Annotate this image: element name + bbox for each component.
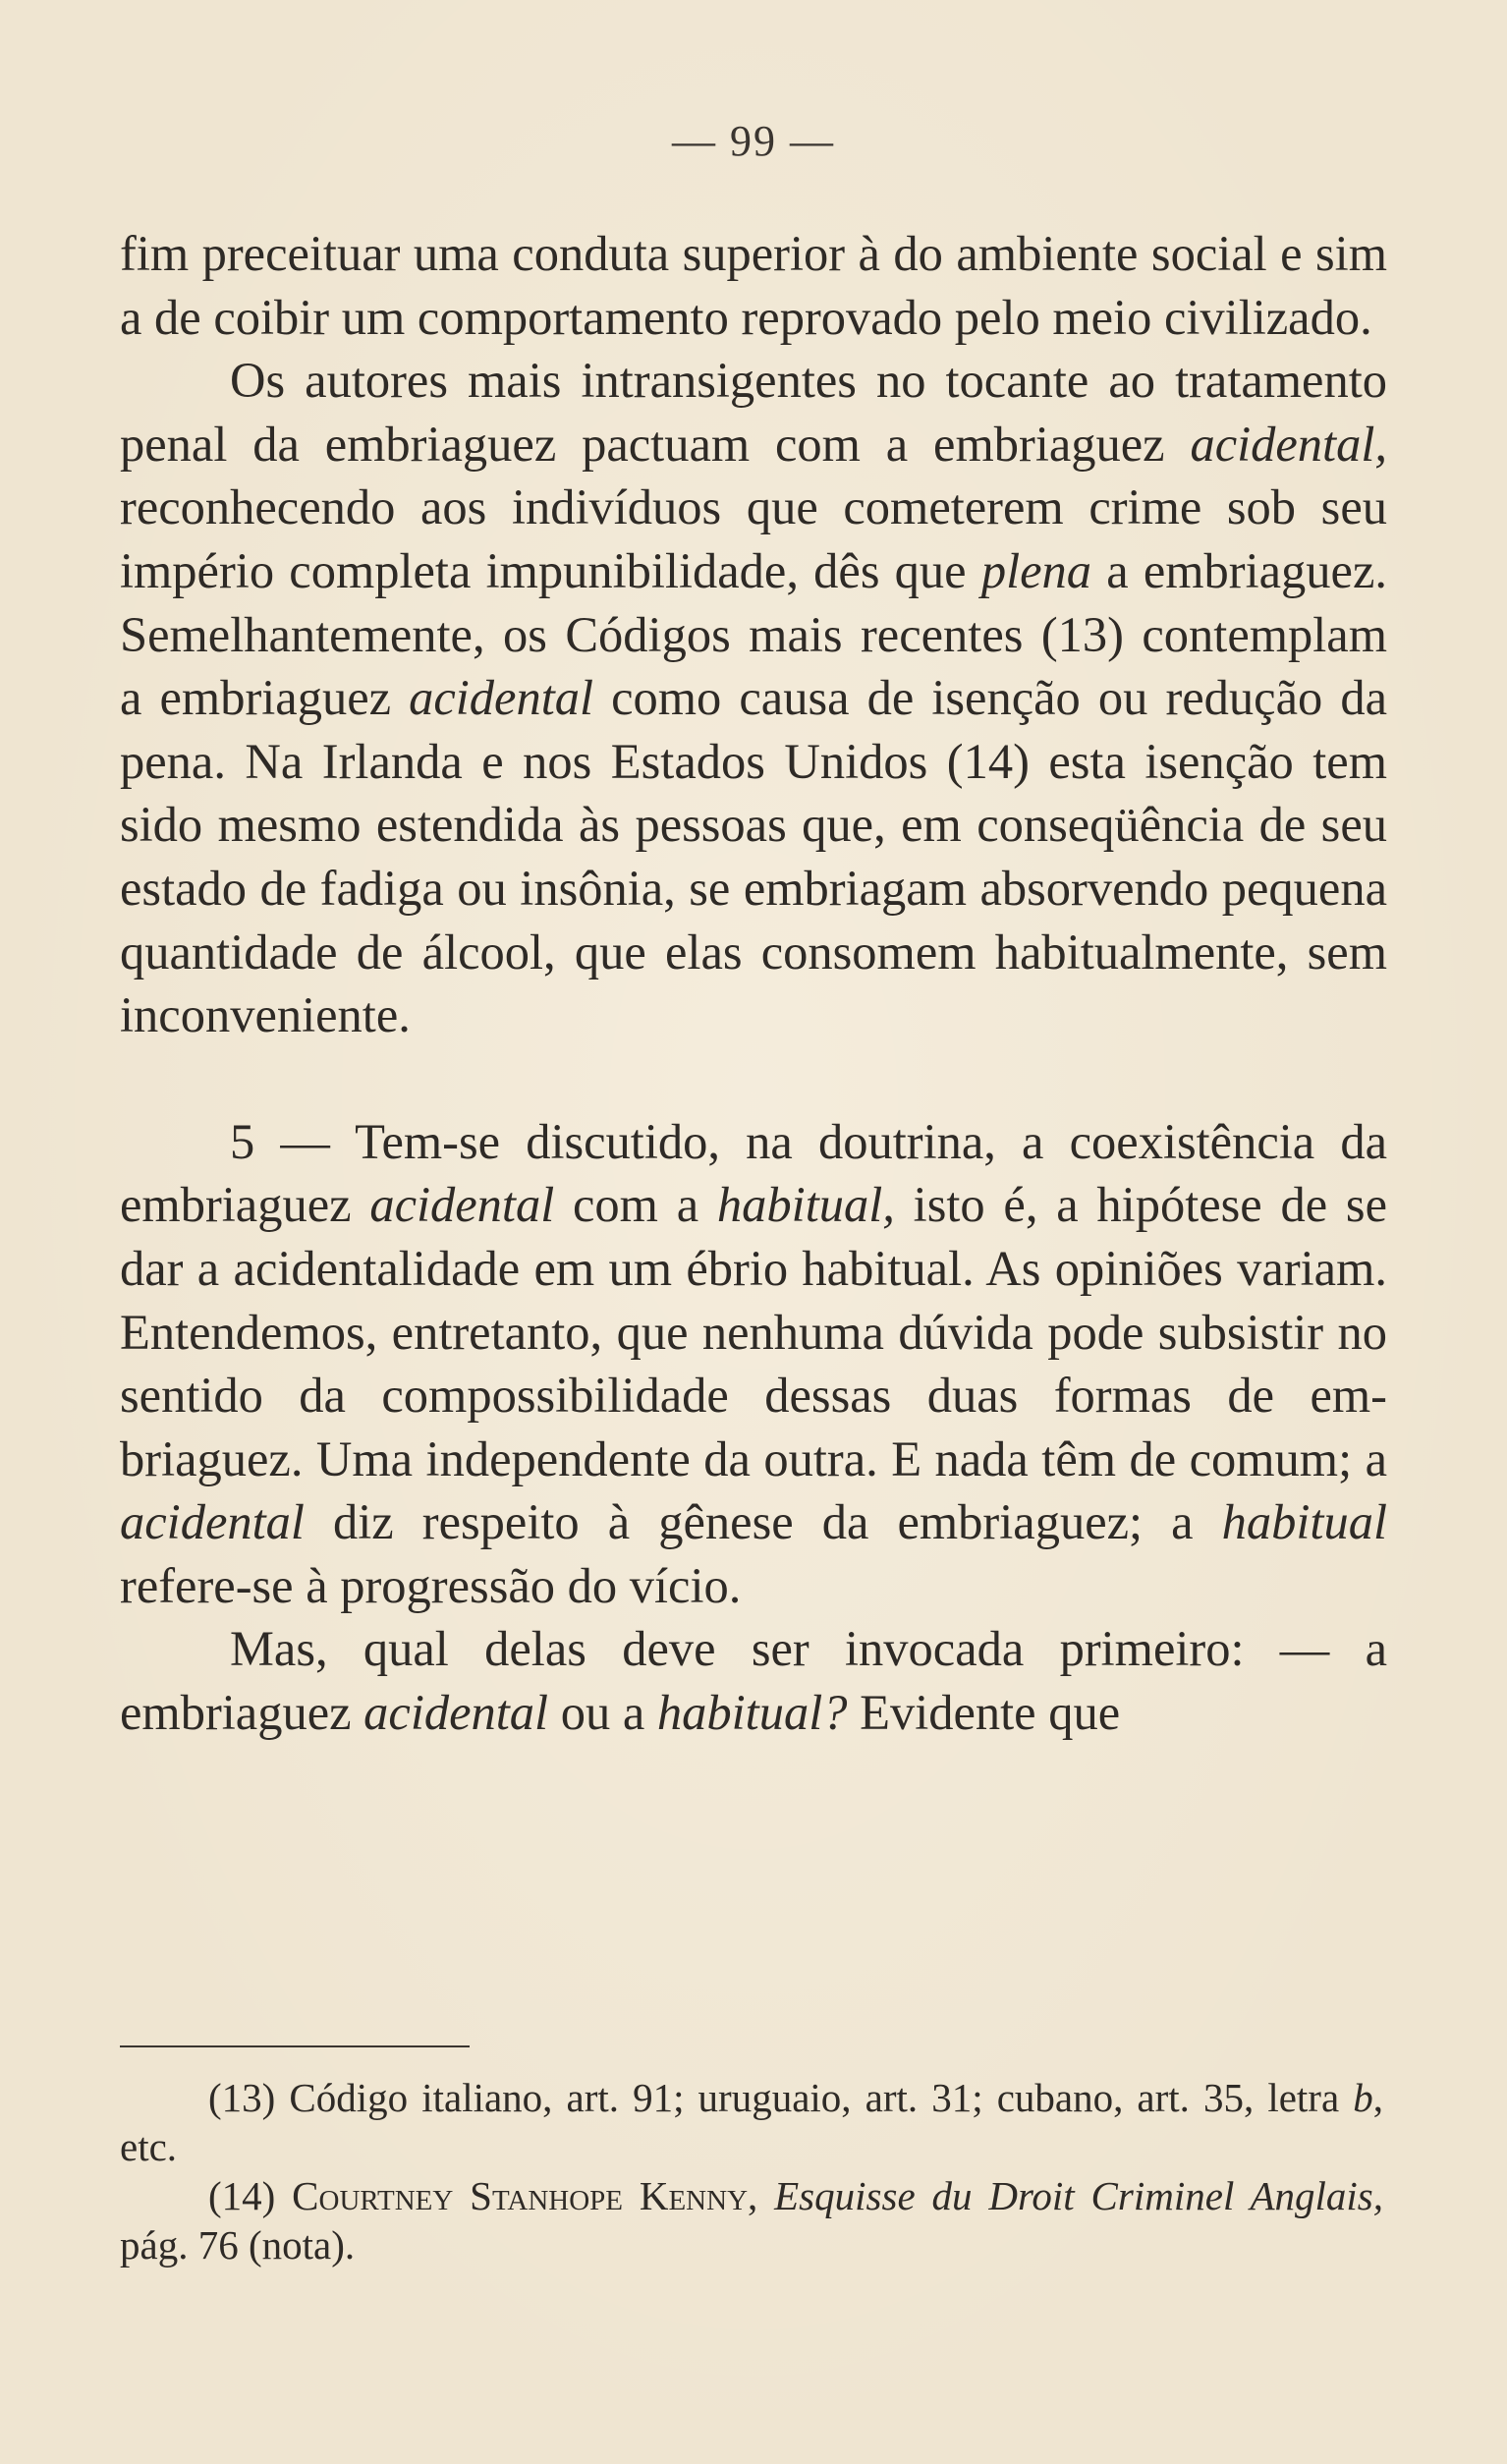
footnote-14: (14) Courtney Stanhope Kenny, Esquisse du Droit Criminel Anglais, pág. 76 (nota). xyxy=(120,2173,1384,2268)
paragraph-section-5: 5 — Tem-se discutido, na doutrina, a coexistência da embriaguez acidental com a habitual, isto é, a hipótese de se dar a acidentalidade em um ébrio habitual. As opiniões variam. Entendemos, entretanto, que nenhuma dúvida pode subsistir no sentido da compossibilidade dessas duas formas de embriaguez. Uma independente da outra. E nada têm de comum; a acidental diz respeito à gênese da embriaguez; a habitual refere-se à progressão do vício. xyxy=(120,1113,1387,1613)
paragraph-continuation: fim preceituar uma conduta superior à do ambiente social e sim a de coibir um comportamento reprovado pelo meio civilizado. xyxy=(120,226,1387,345)
footnotes xyxy=(120,2073,1383,2269)
paragraph-question: Mas, qual delas deve ser invocada primeiro: — a embriaguez acidental ou a habitual? Evidente que xyxy=(120,1621,1387,1741)
page-number: — 99 — xyxy=(672,117,835,165)
footnote-13: (13) Código italiano, art. 91; uruguaio, art. 31; cubano, art. 35, letra b, etc. xyxy=(120,2075,1383,2169)
paragraph-accidental-intoxication: Os autores mais intransigentes no tocante ao tratamento penal da embriaguez pactuam com a embriaguez acidental, reconhecendo aos indivíduos que cometerem crime sob seu império completa impunibilidade, dês que plena a embriaguez. Semelhantemente, os Códigos mais recentes (13) contemplam a embriaguez acidental como causa de isenção ou redução da pena. Na Irlanda e nos Estados Unidos (14) esta isenção tem sido mesmo estendida às pessoas que, em conseqüência de seu estado de fadiga ou insônia, se embriagam absorvendo pequena quantidade de álcool, que elas consomem habitualmente, sem inconveniente. xyxy=(120,353,1388,1043)
footnote-divider xyxy=(120,2045,470,2047)
body-text xyxy=(120,222,1387,1745)
